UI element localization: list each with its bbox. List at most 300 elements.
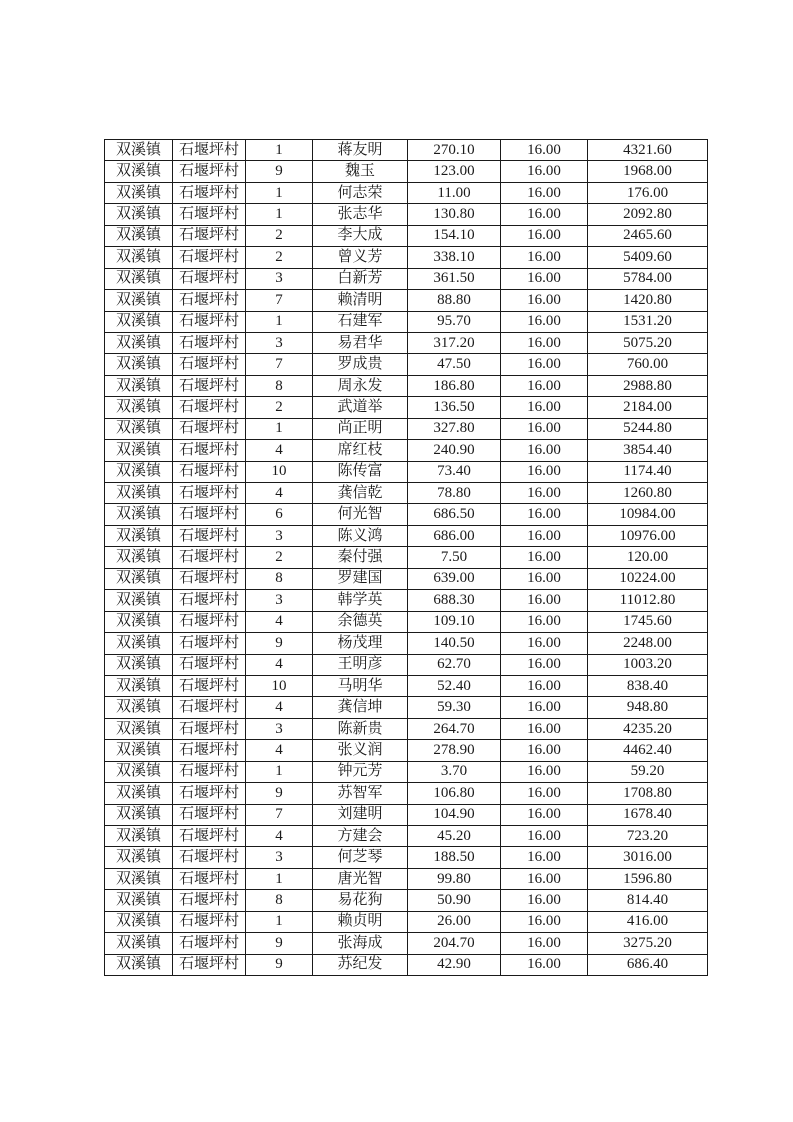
cell-area: 78.80 xyxy=(408,483,501,504)
cell-rate: 16.00 xyxy=(501,611,588,632)
table-row xyxy=(105,483,708,504)
cell-group: 2 xyxy=(246,397,313,418)
cell-group: 4 xyxy=(246,483,313,504)
cell-area: 154.10 xyxy=(408,225,501,246)
table-row xyxy=(105,954,708,975)
cell-amount: 59.20 xyxy=(588,761,708,782)
cell-town: 双溪镇 xyxy=(105,483,173,504)
cell-town: 双溪镇 xyxy=(105,418,173,439)
cell-rate: 16.00 xyxy=(501,654,588,675)
cell-area: 62.70 xyxy=(408,654,501,675)
cell-area: 109.10 xyxy=(408,611,501,632)
cell-town: 双溪镇 xyxy=(105,461,173,482)
cell-name: 赖贞明 xyxy=(313,911,408,932)
cell-town: 双溪镇 xyxy=(105,911,173,932)
cell-group: 1 xyxy=(246,868,313,889)
cell-name: 罗成贵 xyxy=(313,354,408,375)
cell-group: 8 xyxy=(246,890,313,911)
cell-area: 47.50 xyxy=(408,354,501,375)
cell-area: 327.80 xyxy=(408,418,501,439)
cell-town: 双溪镇 xyxy=(105,290,173,311)
cell-rate: 16.00 xyxy=(501,161,588,182)
table-row xyxy=(105,440,708,461)
cell-name: 王明彦 xyxy=(313,654,408,675)
cell-village: 石堰坪村 xyxy=(173,697,246,718)
cell-group: 9 xyxy=(246,783,313,804)
cell-area: 52.40 xyxy=(408,675,501,696)
cell-amount: 723.20 xyxy=(588,826,708,847)
table-row xyxy=(105,311,708,332)
cell-town: 双溪镇 xyxy=(105,161,173,182)
cell-rate: 16.00 xyxy=(501,890,588,911)
table-row xyxy=(105,911,708,932)
cell-name: 石建军 xyxy=(313,311,408,332)
table-row xyxy=(105,547,708,568)
cell-area: 140.50 xyxy=(408,633,501,654)
cell-area: 240.90 xyxy=(408,440,501,461)
table-row xyxy=(105,654,708,675)
cell-village: 石堰坪村 xyxy=(173,375,246,396)
cell-rate: 16.00 xyxy=(501,590,588,611)
cell-area: 123.00 xyxy=(408,161,501,182)
cell-village: 石堰坪村 xyxy=(173,590,246,611)
cell-town: 双溪镇 xyxy=(105,611,173,632)
cell-town: 双溪镇 xyxy=(105,933,173,954)
table-row xyxy=(105,890,708,911)
cell-group: 10 xyxy=(246,675,313,696)
cell-amount: 2092.80 xyxy=(588,204,708,225)
cell-area: 270.10 xyxy=(408,140,501,161)
cell-rate: 16.00 xyxy=(501,332,588,353)
cell-group: 1 xyxy=(246,911,313,932)
cell-area: 59.30 xyxy=(408,697,501,718)
cell-name: 陈传富 xyxy=(313,461,408,482)
cell-area: 104.90 xyxy=(408,804,501,825)
cell-name: 易君华 xyxy=(313,332,408,353)
cell-amount: 10984.00 xyxy=(588,504,708,525)
table-row xyxy=(105,332,708,353)
cell-town: 双溪镇 xyxy=(105,140,173,161)
cell-group: 7 xyxy=(246,354,313,375)
cell-group: 4 xyxy=(246,611,313,632)
cell-village: 石堰坪村 xyxy=(173,461,246,482)
cell-amount: 686.40 xyxy=(588,954,708,975)
cell-group: 4 xyxy=(246,740,313,761)
cell-group: 3 xyxy=(246,590,313,611)
table-row xyxy=(105,204,708,225)
cell-rate: 16.00 xyxy=(501,740,588,761)
cell-village: 石堰坪村 xyxy=(173,740,246,761)
cell-name: 苏纪发 xyxy=(313,954,408,975)
cell-area: 686.50 xyxy=(408,504,501,525)
cell-village: 石堰坪村 xyxy=(173,847,246,868)
cell-rate: 16.00 xyxy=(501,290,588,311)
cell-area: 50.90 xyxy=(408,890,501,911)
cell-town: 双溪镇 xyxy=(105,761,173,782)
cell-rate: 16.00 xyxy=(501,911,588,932)
cell-amount: 1174.40 xyxy=(588,461,708,482)
cell-amount: 4321.60 xyxy=(588,140,708,161)
cell-name: 龚信乾 xyxy=(313,483,408,504)
table-row xyxy=(105,140,708,161)
cell-area: 7.50 xyxy=(408,547,501,568)
cell-village: 石堰坪村 xyxy=(173,418,246,439)
cell-group: 1 xyxy=(246,182,313,203)
cell-village: 石堰坪村 xyxy=(173,161,246,182)
table-row xyxy=(105,933,708,954)
cell-village: 石堰坪村 xyxy=(173,568,246,589)
cell-group: 9 xyxy=(246,633,313,654)
table-row xyxy=(105,847,708,868)
cell-amount: 1968.00 xyxy=(588,161,708,182)
cell-village: 石堰坪村 xyxy=(173,204,246,225)
cell-rate: 16.00 xyxy=(501,761,588,782)
cell-village: 石堰坪村 xyxy=(173,290,246,311)
cell-area: 317.20 xyxy=(408,332,501,353)
cell-name: 方建会 xyxy=(313,826,408,847)
cell-group: 4 xyxy=(246,697,313,718)
table-row xyxy=(105,225,708,246)
cell-village: 石堰坪村 xyxy=(173,525,246,546)
cell-amount: 1531.20 xyxy=(588,311,708,332)
cell-name: 苏智军 xyxy=(313,783,408,804)
cell-rate: 16.00 xyxy=(501,633,588,654)
cell-name: 蒋友明 xyxy=(313,140,408,161)
table-row xyxy=(105,161,708,182)
table-row xyxy=(105,804,708,825)
cell-rate: 16.00 xyxy=(501,718,588,739)
cell-town: 双溪镇 xyxy=(105,590,173,611)
cell-amount: 948.80 xyxy=(588,697,708,718)
cell-amount: 1708.80 xyxy=(588,783,708,804)
table-row xyxy=(105,611,708,632)
cell-area: 186.80 xyxy=(408,375,501,396)
cell-rate: 16.00 xyxy=(501,525,588,546)
cell-town: 双溪镇 xyxy=(105,332,173,353)
cell-rate: 16.00 xyxy=(501,204,588,225)
cell-amount: 838.40 xyxy=(588,675,708,696)
table-row xyxy=(105,826,708,847)
payment-table xyxy=(104,139,708,976)
cell-amount: 3275.20 xyxy=(588,933,708,954)
cell-name: 罗建国 xyxy=(313,568,408,589)
cell-group: 4 xyxy=(246,826,313,847)
cell-amount: 2248.00 xyxy=(588,633,708,654)
cell-village: 石堰坪村 xyxy=(173,483,246,504)
cell-village: 石堰坪村 xyxy=(173,804,246,825)
table-row xyxy=(105,247,708,268)
cell-town: 双溪镇 xyxy=(105,354,173,375)
cell-amount: 176.00 xyxy=(588,182,708,203)
cell-amount: 416.00 xyxy=(588,911,708,932)
cell-town: 双溪镇 xyxy=(105,182,173,203)
cell-group: 8 xyxy=(246,375,313,396)
cell-village: 石堰坪村 xyxy=(173,547,246,568)
cell-town: 双溪镇 xyxy=(105,718,173,739)
cell-rate: 16.00 xyxy=(501,397,588,418)
cell-amount: 3016.00 xyxy=(588,847,708,868)
cell-town: 双溪镇 xyxy=(105,568,173,589)
cell-village: 石堰坪村 xyxy=(173,440,246,461)
table-row xyxy=(105,868,708,889)
cell-name: 赖清明 xyxy=(313,290,408,311)
cell-group: 1 xyxy=(246,311,313,332)
cell-name: 李大成 xyxy=(313,225,408,246)
cell-area: 639.00 xyxy=(408,568,501,589)
cell-group: 9 xyxy=(246,933,313,954)
cell-group: 2 xyxy=(246,547,313,568)
cell-amount: 5784.00 xyxy=(588,268,708,289)
cell-rate: 16.00 xyxy=(501,461,588,482)
cell-rate: 16.00 xyxy=(501,847,588,868)
cell-amount: 10976.00 xyxy=(588,525,708,546)
cell-group: 6 xyxy=(246,504,313,525)
cell-area: 278.90 xyxy=(408,740,501,761)
cell-group: 4 xyxy=(246,654,313,675)
cell-group: 3 xyxy=(246,525,313,546)
cell-area: 204.70 xyxy=(408,933,501,954)
cell-area: 26.00 xyxy=(408,911,501,932)
cell-area: 338.10 xyxy=(408,247,501,268)
cell-area: 73.40 xyxy=(408,461,501,482)
table-row xyxy=(105,568,708,589)
cell-amount: 1745.60 xyxy=(588,611,708,632)
cell-town: 双溪镇 xyxy=(105,504,173,525)
cell-town: 双溪镇 xyxy=(105,204,173,225)
cell-name: 钟元芳 xyxy=(313,761,408,782)
cell-town: 双溪镇 xyxy=(105,440,173,461)
table-row xyxy=(105,182,708,203)
payment-table-body xyxy=(105,140,708,976)
cell-town: 双溪镇 xyxy=(105,697,173,718)
cell-name: 陈新贵 xyxy=(313,718,408,739)
cell-town: 双溪镇 xyxy=(105,654,173,675)
cell-rate: 16.00 xyxy=(501,182,588,203)
cell-town: 双溪镇 xyxy=(105,268,173,289)
cell-town: 双溪镇 xyxy=(105,740,173,761)
cell-amount: 814.40 xyxy=(588,890,708,911)
cell-village: 石堰坪村 xyxy=(173,954,246,975)
cell-name: 魏玉 xyxy=(313,161,408,182)
table-row xyxy=(105,461,708,482)
cell-rate: 16.00 xyxy=(501,933,588,954)
cell-town: 双溪镇 xyxy=(105,375,173,396)
cell-area: 361.50 xyxy=(408,268,501,289)
cell-village: 石堰坪村 xyxy=(173,504,246,525)
cell-village: 石堰坪村 xyxy=(173,868,246,889)
cell-name: 余德英 xyxy=(313,611,408,632)
cell-rate: 16.00 xyxy=(501,354,588,375)
cell-town: 双溪镇 xyxy=(105,225,173,246)
cell-name: 尚正明 xyxy=(313,418,408,439)
cell-town: 双溪镇 xyxy=(105,826,173,847)
cell-area: 42.90 xyxy=(408,954,501,975)
cell-rate: 16.00 xyxy=(501,954,588,975)
cell-rate: 16.00 xyxy=(501,697,588,718)
cell-area: 88.80 xyxy=(408,290,501,311)
table-row xyxy=(105,504,708,525)
cell-amount: 2988.80 xyxy=(588,375,708,396)
cell-rate: 16.00 xyxy=(501,375,588,396)
cell-group: 7 xyxy=(246,804,313,825)
table-row xyxy=(105,268,708,289)
cell-area: 45.20 xyxy=(408,826,501,847)
cell-amount: 4235.20 xyxy=(588,718,708,739)
cell-town: 双溪镇 xyxy=(105,397,173,418)
cell-town: 双溪镇 xyxy=(105,890,173,911)
cell-name: 韩学英 xyxy=(313,590,408,611)
cell-group: 10 xyxy=(246,461,313,482)
cell-rate: 16.00 xyxy=(501,483,588,504)
cell-amount: 120.00 xyxy=(588,547,708,568)
cell-village: 石堰坪村 xyxy=(173,718,246,739)
cell-village: 石堰坪村 xyxy=(173,354,246,375)
cell-area: 95.70 xyxy=(408,311,501,332)
cell-name: 曾义芳 xyxy=(313,247,408,268)
cell-rate: 16.00 xyxy=(501,268,588,289)
cell-group: 3 xyxy=(246,332,313,353)
cell-town: 双溪镇 xyxy=(105,633,173,654)
cell-amount: 2465.60 xyxy=(588,225,708,246)
cell-village: 石堰坪村 xyxy=(173,225,246,246)
cell-area: 686.00 xyxy=(408,525,501,546)
cell-village: 石堰坪村 xyxy=(173,182,246,203)
table-row xyxy=(105,525,708,546)
cell-name: 何光智 xyxy=(313,504,408,525)
cell-town: 双溪镇 xyxy=(105,868,173,889)
cell-village: 石堰坪村 xyxy=(173,675,246,696)
cell-rate: 16.00 xyxy=(501,804,588,825)
table-row xyxy=(105,418,708,439)
cell-village: 石堰坪村 xyxy=(173,633,246,654)
table-row xyxy=(105,783,708,804)
cell-village: 石堰坪村 xyxy=(173,933,246,954)
cell-village: 石堰坪村 xyxy=(173,890,246,911)
cell-amount: 4462.40 xyxy=(588,740,708,761)
cell-village: 石堰坪村 xyxy=(173,332,246,353)
cell-name: 张志华 xyxy=(313,204,408,225)
table-row xyxy=(105,375,708,396)
cell-amount: 760.00 xyxy=(588,354,708,375)
table-row xyxy=(105,397,708,418)
cell-town: 双溪镇 xyxy=(105,675,173,696)
cell-town: 双溪镇 xyxy=(105,954,173,975)
cell-amount: 1260.80 xyxy=(588,483,708,504)
cell-group: 2 xyxy=(246,247,313,268)
cell-name: 张海成 xyxy=(313,933,408,954)
cell-village: 石堰坪村 xyxy=(173,911,246,932)
cell-town: 双溪镇 xyxy=(105,247,173,268)
table-row xyxy=(105,697,708,718)
cell-group: 8 xyxy=(246,568,313,589)
cell-name: 白新芳 xyxy=(313,268,408,289)
cell-name: 武道举 xyxy=(313,397,408,418)
cell-town: 双溪镇 xyxy=(105,783,173,804)
cell-town: 双溪镇 xyxy=(105,847,173,868)
cell-area: 130.80 xyxy=(408,204,501,225)
cell-amount: 1420.80 xyxy=(588,290,708,311)
cell-name: 何志荣 xyxy=(313,182,408,203)
cell-name: 席红枝 xyxy=(313,440,408,461)
cell-amount: 5409.60 xyxy=(588,247,708,268)
cell-rate: 16.00 xyxy=(501,568,588,589)
cell-rate: 16.00 xyxy=(501,675,588,696)
cell-rate: 16.00 xyxy=(501,311,588,332)
cell-village: 石堰坪村 xyxy=(173,397,246,418)
cell-amount: 2184.00 xyxy=(588,397,708,418)
cell-name: 张义润 xyxy=(313,740,408,761)
cell-area: 188.50 xyxy=(408,847,501,868)
cell-amount: 1678.40 xyxy=(588,804,708,825)
table-row xyxy=(105,590,708,611)
cell-village: 石堰坪村 xyxy=(173,654,246,675)
cell-rate: 16.00 xyxy=(501,826,588,847)
cell-group: 1 xyxy=(246,140,313,161)
cell-group: 9 xyxy=(246,954,313,975)
table-row xyxy=(105,761,708,782)
cell-rate: 16.00 xyxy=(501,868,588,889)
cell-area: 136.50 xyxy=(408,397,501,418)
cell-name: 秦付强 xyxy=(313,547,408,568)
cell-name: 陈义鸿 xyxy=(313,525,408,546)
cell-village: 石堰坪村 xyxy=(173,268,246,289)
cell-name: 龚信坤 xyxy=(313,697,408,718)
cell-name: 周永发 xyxy=(313,375,408,396)
cell-area: 99.80 xyxy=(408,868,501,889)
cell-village: 石堰坪村 xyxy=(173,140,246,161)
table-row xyxy=(105,675,708,696)
table-row xyxy=(105,290,708,311)
cell-village: 石堰坪村 xyxy=(173,761,246,782)
cell-village: 石堰坪村 xyxy=(173,783,246,804)
cell-group: 1 xyxy=(246,418,313,439)
cell-town: 双溪镇 xyxy=(105,311,173,332)
cell-group: 3 xyxy=(246,718,313,739)
cell-amount: 5075.20 xyxy=(588,332,708,353)
cell-amount: 5244.80 xyxy=(588,418,708,439)
cell-area: 264.70 xyxy=(408,718,501,739)
cell-amount: 1003.20 xyxy=(588,654,708,675)
cell-group: 2 xyxy=(246,225,313,246)
cell-rate: 16.00 xyxy=(501,418,588,439)
cell-rate: 16.00 xyxy=(501,783,588,804)
cell-rate: 16.00 xyxy=(501,247,588,268)
cell-group: 7 xyxy=(246,290,313,311)
cell-town: 双溪镇 xyxy=(105,525,173,546)
cell-group: 3 xyxy=(246,847,313,868)
cell-village: 石堰坪村 xyxy=(173,247,246,268)
cell-group: 1 xyxy=(246,204,313,225)
cell-village: 石堰坪村 xyxy=(173,311,246,332)
cell-rate: 16.00 xyxy=(501,547,588,568)
cell-village: 石堰坪村 xyxy=(173,826,246,847)
cell-area: 688.30 xyxy=(408,590,501,611)
cell-group: 3 xyxy=(246,268,313,289)
cell-amount: 3854.40 xyxy=(588,440,708,461)
table-row xyxy=(105,633,708,654)
cell-name: 唐光智 xyxy=(313,868,408,889)
cell-rate: 16.00 xyxy=(501,225,588,246)
cell-rate: 16.00 xyxy=(501,504,588,525)
cell-area: 3.70 xyxy=(408,761,501,782)
cell-town: 双溪镇 xyxy=(105,547,173,568)
cell-amount: 10224.00 xyxy=(588,568,708,589)
cell-group: 1 xyxy=(246,761,313,782)
table-row xyxy=(105,740,708,761)
table-row xyxy=(105,718,708,739)
cell-town: 双溪镇 xyxy=(105,804,173,825)
cell-village: 石堰坪村 xyxy=(173,611,246,632)
